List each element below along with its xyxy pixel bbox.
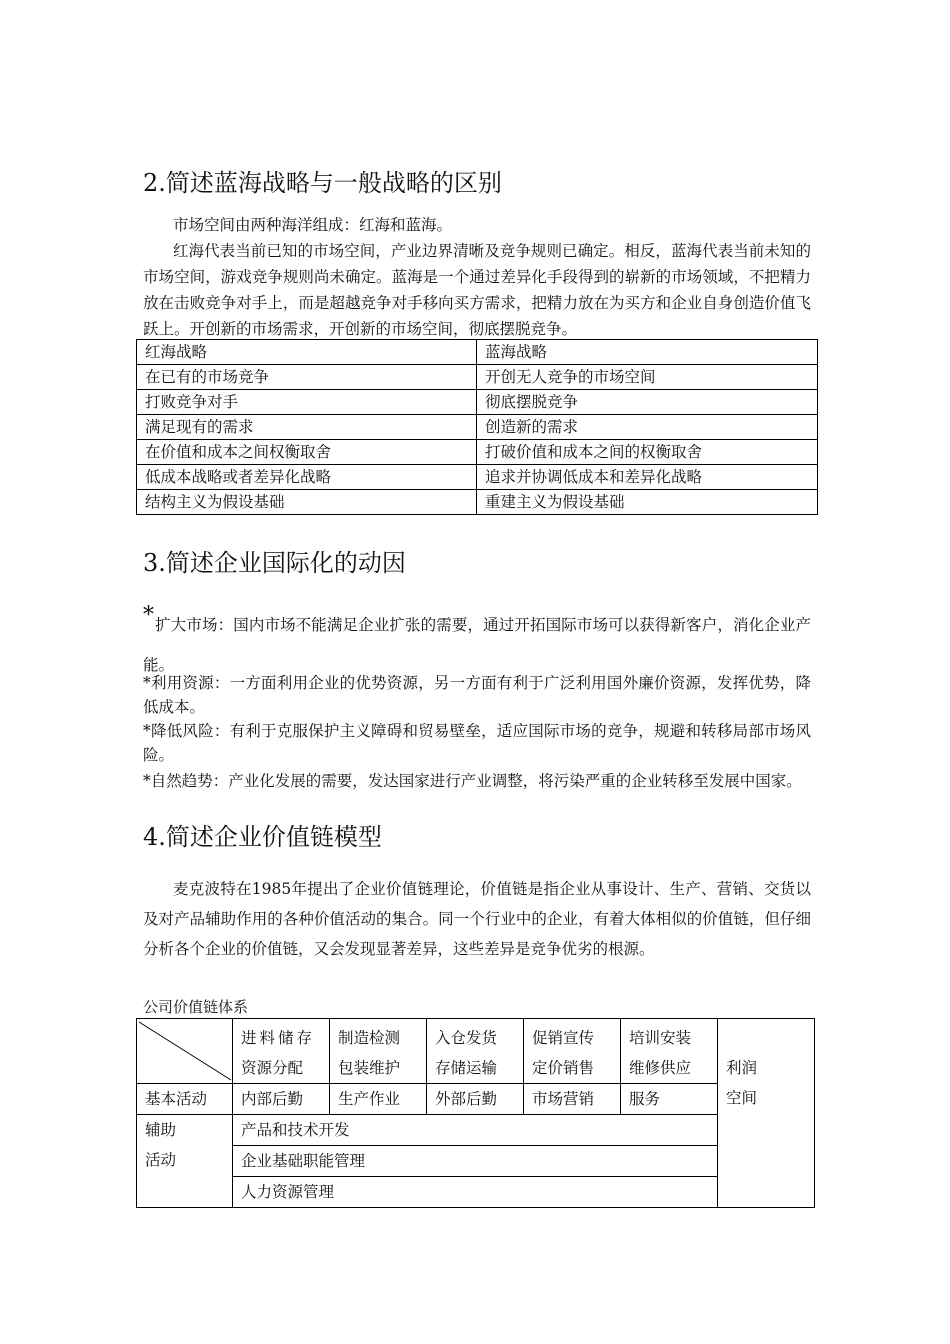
- detail-line: 包装维护: [338, 1059, 401, 1077]
- support-activities-label: [137, 1115, 233, 1208]
- table-cell: 彻底摆脱竞争: [477, 390, 818, 415]
- table-row: [137, 490, 818, 515]
- detail-inbound: [233, 1019, 330, 1084]
- detail-service: [621, 1019, 718, 1084]
- table-cell: 低成本战略或者差异化战略: [137, 465, 477, 490]
- header-blue-ocean: 蓝海战略: [477, 340, 818, 365]
- bullet-star: *: [143, 772, 151, 790]
- table-row: [137, 390, 818, 415]
- support-row: [137, 1115, 815, 1146]
- primary-operations: 生产作业: [330, 1084, 427, 1115]
- diagonal-header-cell: [137, 1019, 233, 1084]
- profit-margin-cell: [718, 1019, 815, 1208]
- detail-marketing: [524, 1019, 621, 1084]
- detail-line: 促销宣传: [532, 1029, 595, 1047]
- section-2-paragraph-1: 市场空间由两种海洋组成：红海和蓝海。: [173, 216, 453, 234]
- strategy-comparison-table: [136, 339, 818, 515]
- table-row: [137, 440, 818, 465]
- detail-line: 维修供应: [629, 1059, 692, 1077]
- diagonal-line: [137, 1019, 233, 1082]
- table-header-row: [137, 340, 818, 365]
- bullet-star: *: [143, 603, 154, 628]
- support-hr-management: 人力资源管理: [233, 1177, 718, 1208]
- bullet-natural-trend: [143, 769, 811, 793]
- table-row: [137, 365, 818, 390]
- table-cell: 结构主义为假设基础: [137, 490, 477, 515]
- detail-line: 制造检测: [338, 1029, 401, 1047]
- detail-line: 入仓发货: [435, 1029, 498, 1047]
- detail-operations: [330, 1019, 427, 1084]
- support-row: [137, 1146, 815, 1177]
- table-cell: 打破价值和成本之间的权衡取舍: [477, 440, 818, 465]
- primary-activities-row: [137, 1084, 815, 1115]
- section-4-paragraph-1: 麦克波特在1985年提出了企业价值链理论，价值链是指企业从事设计、生产、营销、交货以及对产品辅助作用的各种价值活动的集合。同一个行业中的企业，有着大体相似的价值链，但仔细分析各个企业的价值链，又会发现显著差异，这些差异是竞争优劣的根源。: [143, 880, 811, 958]
- section-2-paragraph-2: 红海代表当前已知的市场空间，产业边界清晰及竞争规则已确定。相反，蓝海代表当前未知的市场空间，游戏竞争规则尚未确定。蓝海是一个通过差异化手段得到的崭新的市场领域，不把精力放在击败竞争对手上，而是超越竞争对手移向买方需求，把精力放在为买方和企业自身创造价值飞跃上。开创新的市场需求，开创新的市场空间，彻底摆脱竞争。: [143, 242, 811, 338]
- value-chain-table: [136, 1018, 815, 1208]
- bullet-use-resources: [143, 671, 811, 719]
- table-cell: 开创无人竞争的市场空间: [477, 365, 818, 390]
- support-row: [137, 1177, 815, 1208]
- table-row: [137, 415, 818, 440]
- bullet-star: *: [143, 722, 151, 740]
- primary-marketing-sales: 市场营销: [524, 1084, 621, 1115]
- table-cell: 满足现有的需求: [137, 415, 477, 440]
- profit-line: 利润: [726, 1059, 758, 1077]
- detail-line: 进料储存: [241, 1029, 316, 1047]
- table-cell: 创造新的需求: [477, 415, 818, 440]
- bullet-text: 利用资源：一方面利用企业的优势资源，另一方面有利于广泛利用国外廉价资源，发挥优势，降低成本。: [143, 674, 811, 716]
- support-tech-development: 产品和技术开发: [233, 1115, 718, 1146]
- bullet-text: 扩大市场：国内市场不能满足企业扩张的需要，通过开拓国际市场可以获得新客户，消化企业产能。: [143, 616, 811, 674]
- header-red-ocean: 红海战略: [137, 340, 477, 365]
- primary-detail-row: [137, 1019, 815, 1084]
- bullet-star: *: [143, 674, 151, 692]
- value-chain-caption: 公司价值链体系: [143, 998, 249, 1016]
- profit-line: 空间: [726, 1089, 758, 1107]
- table-cell: 在已有的市场竞争: [137, 365, 477, 390]
- bullet-reduce-risk: [143, 719, 811, 767]
- detail-line: 存储运输: [435, 1059, 498, 1077]
- table-cell: 在价值和成本之间权衡取舍: [137, 440, 477, 465]
- table-cell: 重建主义为假设基础: [477, 490, 818, 515]
- detail-line: 定价销售: [532, 1059, 595, 1077]
- table-cell: 追求并协调低成本和差异化战略: [477, 465, 818, 490]
- primary-outbound-logistics: 外部后勤: [427, 1084, 524, 1115]
- section-3-title: 3.简述企业国际化的动因: [143, 549, 406, 577]
- support-label-line: 活动: [145, 1151, 177, 1169]
- section-2-title: 2.简述蓝海战略与一般战略的区别: [143, 169, 502, 197]
- section-4-title: 4.简述企业价值链模型: [143, 823, 382, 851]
- support-label-line: 辅助: [145, 1121, 177, 1139]
- bullet-text: 自然趋势：产业化发展的需要，发达国家进行产业调整，将污染严重的企业转移至发展中国家。: [150, 772, 802, 790]
- primary-inbound-logistics: 内部后勤: [233, 1084, 330, 1115]
- detail-outbound: [427, 1019, 524, 1084]
- primary-service: 服务: [621, 1084, 718, 1115]
- bullet-text: 降低风险：有利于克服保护主义障碍和贸易壁垒，适应国际市场的竞争，规避和转移局部市场风险。: [143, 722, 811, 764]
- detail-line: 资源分配: [241, 1059, 304, 1077]
- table-cell: 打败竞争对手: [137, 390, 477, 415]
- support-infrastructure: 企业基础职能管理: [233, 1146, 718, 1177]
- detail-line: 培训安装: [629, 1029, 692, 1047]
- primary-activities-label: 基本活动: [137, 1084, 233, 1115]
- table-row: [137, 465, 818, 490]
